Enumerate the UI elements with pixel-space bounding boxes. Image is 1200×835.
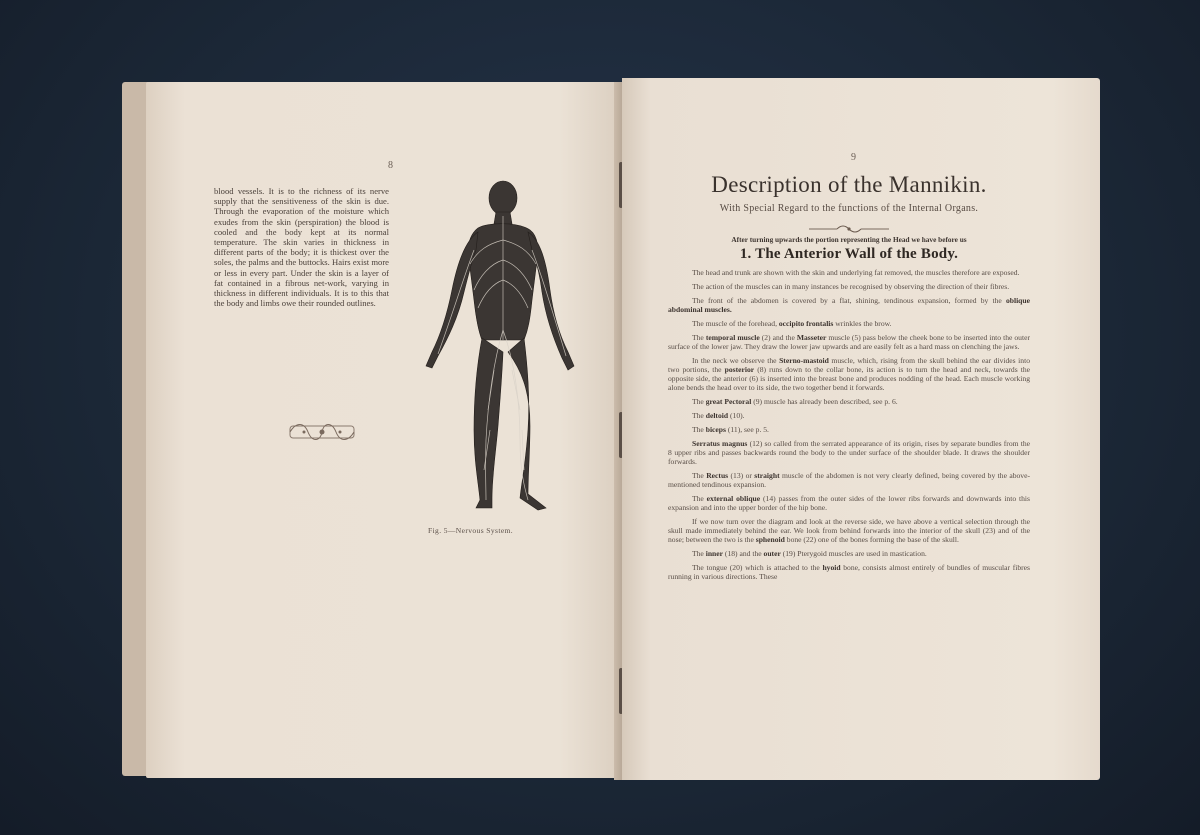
paragraph (668, 283, 1030, 292)
right-page (622, 78, 1100, 780)
bold-term: external oblique (706, 494, 761, 504)
paragraph-text: bone, consists almost entirely of bundles of muscular fibres running in various directions. These (668, 563, 1030, 582)
paragraph-text: The tongue (20) which is attached to the (692, 563, 823, 573)
paragraph-text: The front of the abdomen is covered by a flat, shining, tendinous expansion, formed by the (692, 296, 1006, 306)
bold-term: temporal muscle (705, 333, 760, 343)
paragraph-text: (18) and the (723, 549, 764, 559)
open-booklet (122, 76, 1104, 784)
paragraph (668, 320, 1030, 329)
bold-term: great Pectoral (705, 397, 752, 407)
paragraph-text: wrinkles the brow. (833, 319, 892, 329)
paragraph-text: (12) so called from the serrated appearance of its origin, rises by separate bundles from the 8 upper ribs and passes backwards round the body to the under surface of the shoulder blade. It draws the shoulder forwards. (668, 439, 1031, 467)
paragraph-text: (14) passes from the outer sides of the lower ribs forwards and downwards into this expansion and into the upper border of the hip bone. (668, 494, 1030, 513)
paragraph (668, 398, 1030, 407)
paragraph-text: bone (22) one of the bones forming the base of the skull. (784, 535, 959, 545)
bold-term: inner (705, 549, 724, 559)
intro-line: After turning upwards the portion representing the Head we have before us (731, 235, 967, 244)
paragraph (668, 357, 1030, 393)
paragraph (668, 297, 1030, 315)
left-page-body-text: blood vessels. It is to the richness of its nerve supply that the sensitiveness of the skin is due. Through the evaporation of the moisture which exudes from the skin (perspiration) the blood is cooled and the body kept at its normal temperature. The skin varies in thickness in different parts of the body; it is thickest over the soles, the palms and the buttocks. Hairs exist more or less in every part. Under the skin is a layer of fat contained in a fibrous net-work, varying in thickness in different individuals. It is to this that the body and limbs owe their rounded outlines. (214, 186, 389, 309)
paragraph-text: muscle, which, rising from the skull behind the ear divides into two portions, the (668, 356, 1030, 375)
bold-term: sphenoid (755, 535, 785, 545)
bold-term: outer (763, 549, 781, 559)
paragraph (668, 472, 1030, 490)
bold-term: occipito frontalis (778, 319, 834, 329)
bold-term: hyoid (822, 563, 841, 573)
paragraph-text: The (692, 411, 706, 421)
paragraph (668, 495, 1030, 513)
paragraph-text: (2) and the (759, 333, 797, 343)
paragraph (668, 550, 1030, 559)
paragraph-text: The (692, 333, 706, 343)
bold-term: Sterno-mastoid (779, 356, 829, 366)
paragraph-text: The (692, 471, 707, 481)
bold-term: deltoid (705, 411, 729, 421)
page-title: Description of the Mannikin. (711, 172, 987, 197)
bold-term: posterior (724, 365, 755, 375)
paragraph (668, 269, 1030, 278)
paragraph-text: (9) muscle has already been described, see p. 6. (751, 397, 898, 407)
bold-term: Rectus (706, 471, 729, 481)
paragraph-text: If we now turn over the diagram and look at the reverse side, we have above a vertical selection through the skull made immediately behind the ear. We look from behind forwards into the interior of the skull (23) and of the nose; between the two is the (668, 517, 1030, 545)
divider-ornament-icon (809, 225, 889, 233)
paragraph-text: muscle (5) pass below the cheek bone to be inserted into the outer surface of the lower jaw. They draw the lower jaw upwards and are easily felt as a hard mass on clenching the jaws. (668, 333, 1030, 352)
paragraph-text: (11), see p. 5. (725, 425, 769, 435)
paragraph-text: The muscle of the forehead, (692, 319, 779, 329)
paragraph-text: The (692, 549, 706, 559)
figure-caption: Fig. 5—Nervous System. (428, 526, 514, 535)
section-heading: 1. The Anterior Wall of the Body. (739, 246, 959, 262)
paragraph-text: (13) or (728, 471, 755, 481)
bold-term: biceps (705, 425, 726, 435)
paragraph (668, 564, 1030, 582)
divider-ornament (668, 220, 1030, 228)
right-page-number: 9 (851, 152, 856, 163)
paragraph-text: The head and trunk are shown with the skin and underlying fat removed, the muscles therefore are exposed. (692, 268, 1020, 277)
paragraph-text: In the neck we observe the (692, 356, 780, 366)
paragraph (668, 334, 1030, 352)
right-page-content (668, 148, 1030, 587)
paragraph-text: (8) runs down to the collar bone, its action is to turn the head and neck, towards the opposite side, the anterior (6) is inserted into the breast bone and produces nodding of the head. Each muscle working alone bends the head over to its side, the two together bend it forwards. (668, 365, 1031, 392)
paragraph-text: The action of the muscles can in many instances be recognised by observing the direction of their fibres. (692, 282, 1010, 292)
paragraph-text: The (692, 494, 707, 504)
bold-term: Masseter (796, 333, 827, 343)
nervous-system-figure-icon (408, 180, 578, 520)
left-page-number: 8 (388, 160, 393, 171)
bold-term: oblique abdominal muscles. (668, 296, 1030, 315)
paragraph (668, 440, 1030, 467)
page-subtitle: With Special Regard to the functions of the Internal Organs. (719, 203, 979, 214)
paragraph-text: The (692, 425, 706, 435)
decorative-ornament-icon (286, 420, 358, 444)
paragraph-text: (10). (728, 411, 745, 421)
paragraph (668, 426, 1030, 435)
paragraph-text: (19) Pterygoid muscles are used in mastication. (780, 549, 927, 559)
bold-term: Serratus magnus (692, 439, 748, 449)
paragraph-text: The (692, 397, 706, 407)
right-page-paragraphs (668, 269, 1030, 582)
paragraph-text: muscle of the abdomen is not very clearly defined, being covered by the above-mentioned tendinous expansion. (668, 471, 1030, 490)
left-page (146, 82, 632, 778)
bold-term: straight (754, 471, 780, 481)
paragraph (668, 518, 1030, 545)
paragraph (668, 412, 1030, 421)
